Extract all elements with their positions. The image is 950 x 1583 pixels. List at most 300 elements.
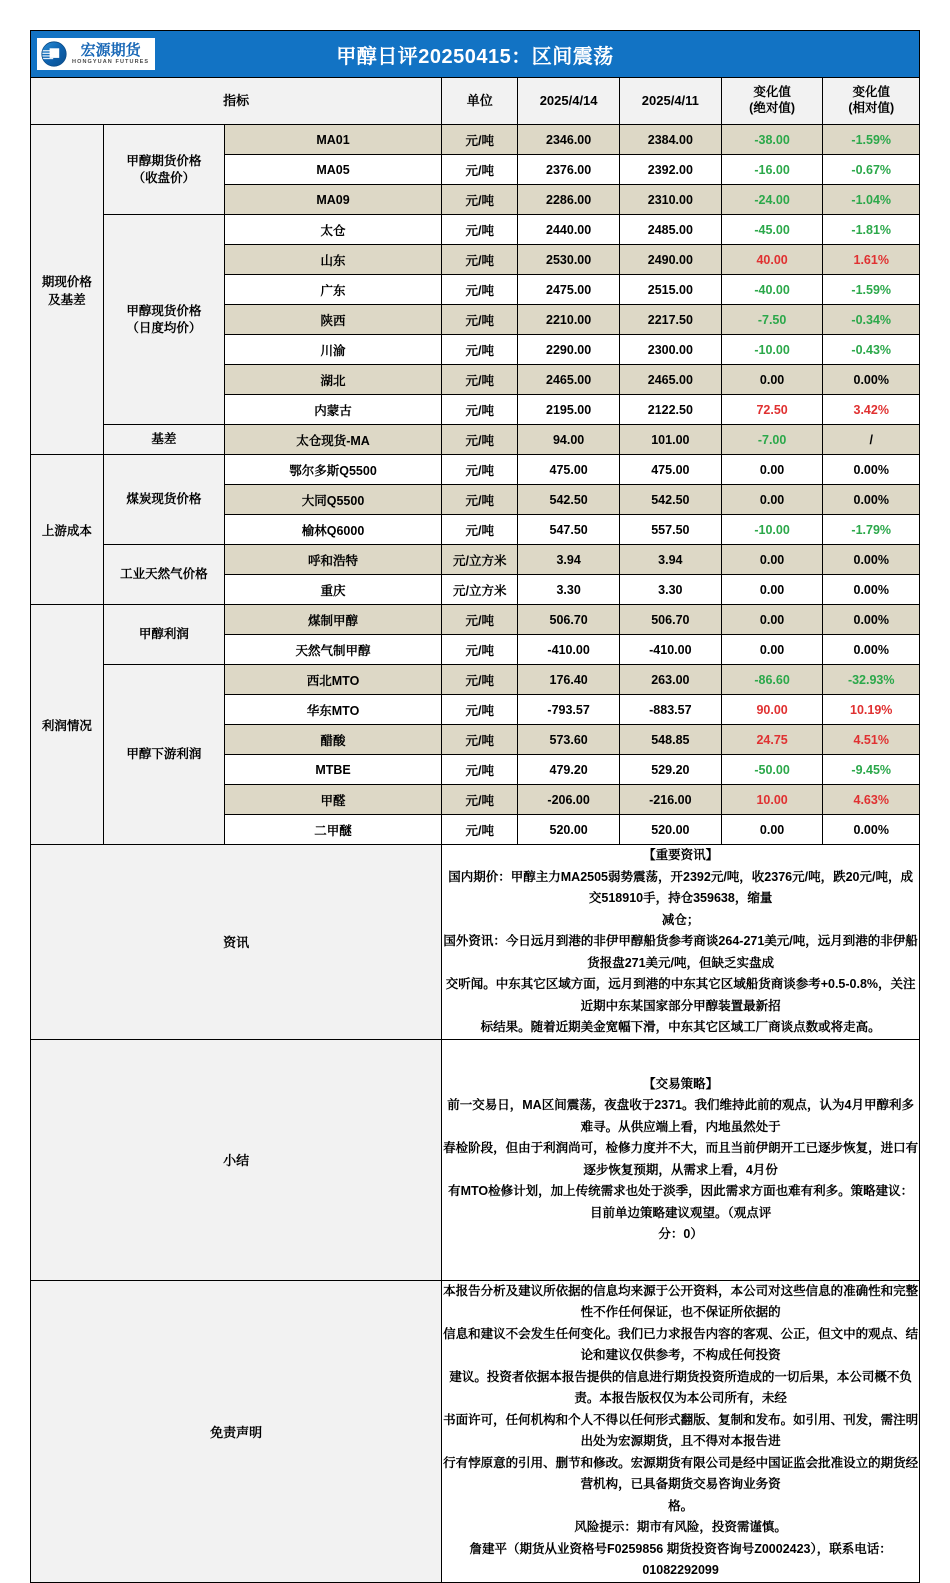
value-current-cell: [518, 215, 620, 245]
text-line-1: 前一交易日，MA区间震荡，夜盘收于2371。我们维持此前的观点，认为4月甲醇利多难寻。从供应端上看，内地虽然处于: [447, 1098, 914, 1134]
value-current-cell: [518, 305, 620, 335]
change-relative-cell: [823, 395, 920, 425]
table-row: [31, 605, 920, 635]
group-label-0-1: 甲醇现货价格 （日度均价）: [103, 215, 224, 425]
change-relative-cell-text: 0.00%: [853, 822, 889, 837]
value-current-cell: [518, 275, 620, 305]
indicator-cell: [224, 695, 441, 725]
value-current-cell: [518, 515, 620, 545]
change-relative-cell-text: 4.63%: [853, 792, 889, 807]
value-previous-cell: [619, 725, 721, 755]
unit-cell-text: 元/吨: [465, 493, 494, 508]
indicator-cell-text: MA01: [316, 132, 350, 147]
unit-cell: [442, 185, 518, 215]
indicator-cell-text: MA09: [316, 192, 350, 207]
news-row: [31, 845, 920, 1040]
indicator-cell: [224, 275, 441, 305]
unit-cell-text: 元/吨: [465, 283, 494, 298]
unit-cell: [442, 335, 518, 365]
text-line-3: 书面许可，任何机构和个人不得以任何形式翻版、复制和发布。如引用、刊发，需注明出处为宏源期货，且不得对本报告进: [443, 1412, 919, 1448]
value-current-cell: [518, 635, 620, 665]
value-previous-cell: [619, 575, 721, 605]
unit-cell: [442, 755, 518, 785]
value-current-cell-text: 2286.00: [546, 192, 592, 207]
change-relative-cell-text: 0.00%: [853, 582, 889, 597]
unit-cell-text: 元/吨: [465, 193, 494, 208]
text-line-0: 本报告分析及建议所依据的信息均来源于公开资料，本公司对这些信息的准确性和完整性不作任何保证，也不保证所依据的: [443, 1283, 919, 1319]
value-current-cell-text: 542.50: [549, 492, 588, 507]
table-row: [31, 545, 920, 575]
unit-cell-text: 元/吨: [465, 433, 494, 448]
value-current-cell-text: 2195.00: [546, 402, 592, 417]
section-label-1: 上游成本: [31, 455, 104, 605]
disclaimer-label: 免责声明: [31, 1280, 442, 1582]
change-relative-cell: [823, 455, 920, 485]
text-line-0: 【重要资讯】: [643, 848, 719, 862]
unit-cell-text: 元/吨: [465, 523, 494, 538]
change-relative-cell: [823, 695, 920, 725]
text-line-6: 风险提示：期市有风险，投资需谨慎。: [574, 1520, 787, 1534]
unit-cell: [442, 665, 518, 695]
unit-cell: [442, 215, 518, 245]
value-previous-cell: [619, 635, 721, 665]
change-absolute-cell: [721, 155, 823, 185]
change-relative-cell-text: -1.81%: [851, 222, 892, 237]
brand-name-en: HONGYUAN FUTURES: [72, 58, 150, 65]
value-current-cell-text: 2290.00: [546, 342, 592, 357]
col-header-indicator: 指标: [31, 78, 442, 125]
value-previous-cell-text: 475.00: [651, 462, 690, 477]
change-absolute-cell-text: -40.00: [754, 282, 790, 297]
indicator-cell: [224, 305, 441, 335]
indicator-cell-text: 山东: [320, 253, 346, 268]
unit-cell: [442, 425, 518, 455]
change-absolute-cell-text: -16.00: [754, 162, 790, 177]
text-line-1: 国内期价：甲醇主力MA2505弱势震荡，开2392元/吨，收2376元/吨，跌20元/吨，成交518910手，持仓359638，缩量: [448, 869, 913, 905]
change-relative-cell-text: -1.79%: [851, 522, 892, 537]
change-relative-cell-text: -32.93%: [847, 672, 895, 687]
value-previous-cell: [619, 605, 721, 635]
value-previous-cell: [619, 455, 721, 485]
change-absolute-cell: [721, 815, 823, 845]
text-line-2: 建议。投资者依据本报告提供的信息进行期货投资所造成的一切后果，本公司概不负责。本报告版权仅为本公司所有，未经: [449, 1369, 912, 1405]
change-relative-cell: [823, 335, 920, 365]
value-current-cell-text: 2475.00: [546, 282, 592, 297]
text-line-3: 有MTO检修计划，加上传统需求也处于淡季，因此需求方面也难有利多。策略建议：目前单边策略建议观望。（观点评: [448, 1184, 914, 1220]
indicator-cell-text: 广东: [320, 283, 346, 298]
col-header-date-current: 2025/4/14: [518, 78, 620, 125]
change-relative-cell: [823, 785, 920, 815]
indicator-cell-text: 华东MTO: [306, 703, 360, 718]
value-current-cell: [518, 665, 620, 695]
value-current-cell-text: 2465.00: [546, 372, 592, 387]
unit-cell-text: 元/吨: [465, 163, 494, 178]
unit-cell: [442, 395, 518, 425]
value-current-cell: [518, 365, 620, 395]
hongyuan-circle-logo-icon: [41, 41, 67, 67]
indicator-cell-text: MA05: [316, 162, 350, 177]
indicator-cell-text: 煤制甲醇: [308, 613, 359, 628]
change-absolute-cell: [721, 485, 823, 515]
indicator-cell-text: 榆林Q6000: [301, 523, 365, 538]
table-row: [31, 455, 920, 485]
indicator-cell: [224, 125, 441, 155]
value-previous-cell-text: -883.57: [649, 702, 692, 717]
change-relative-cell: [823, 305, 920, 335]
summary-row: [31, 1039, 920, 1280]
unit-cell-text: 元/吨: [465, 793, 494, 808]
value-current-cell-text: 547.50: [549, 522, 588, 537]
indicator-cell: [224, 635, 441, 665]
unit-cell-text: 元/吨: [465, 733, 494, 748]
unit-cell: [442, 725, 518, 755]
indicator-cell: [224, 515, 441, 545]
value-previous-cell-text: 2310.00: [647, 192, 693, 207]
value-current-cell: [518, 395, 620, 425]
change-relative-cell: [823, 755, 920, 785]
unit-cell-text: 元/吨: [465, 463, 494, 478]
value-previous-cell: [619, 815, 721, 845]
indicator-cell-text: 二甲醚: [314, 823, 352, 838]
change-absolute-cell: [721, 635, 823, 665]
unit-cell-text: 元/吨: [465, 223, 494, 238]
unit-cell: [442, 365, 518, 395]
value-previous-cell: [619, 755, 721, 785]
change-absolute-cell: [721, 695, 823, 725]
change-absolute-cell: [721, 125, 823, 155]
change-relative-cell: [823, 245, 920, 275]
change-absolute-cell: [721, 365, 823, 395]
page-title: 甲醇日评20250415：区间震荡: [336, 45, 614, 68]
value-current-cell-text: 2376.00: [546, 162, 592, 177]
value-previous-cell: [619, 695, 721, 725]
text-line-4: 交听闻。中东其它区域方面，远月到港的中东其它区域船货商谈参考+0.5-0.8%，关注近期中东某国家部分甲醇装置最新招: [445, 977, 916, 1013]
text-line-7: 詹建平（期货从业资格号F0259856 期货投资咨询号Z0002423），联系电话：01082292099: [469, 1541, 892, 1577]
value-current-cell: [518, 605, 620, 635]
brand-logo: [37, 38, 155, 70]
change-absolute-cell: [721, 515, 823, 545]
value-previous-cell: [619, 155, 721, 185]
indicator-cell-text: 鄂尔多斯Q5500: [289, 463, 377, 478]
value-previous-cell: [619, 665, 721, 695]
unit-cell-text: 元/吨: [465, 403, 494, 418]
value-previous-cell-text: 520.00: [651, 822, 690, 837]
value-previous-cell-text: 263.00: [651, 672, 690, 687]
indicator-cell-text: 湖北: [320, 373, 346, 388]
value-previous-cell-text: 542.50: [651, 492, 690, 507]
value-previous-cell-text: 3.94: [658, 552, 683, 567]
change-absolute-cell-text: 40.00: [756, 252, 788, 267]
col-header-date-previous: 2025/4/11: [619, 78, 721, 125]
unit-cell: [442, 785, 518, 815]
change-relative-cell: [823, 125, 920, 155]
section-label-2: 利润情况: [31, 605, 104, 845]
change-absolute-cell-text: -86.60: [754, 672, 790, 687]
change-absolute-cell: [721, 275, 823, 305]
value-current-cell: [518, 185, 620, 215]
value-current-cell: [518, 725, 620, 755]
value-current-cell: [518, 785, 620, 815]
value-current-cell-text: 475.00: [549, 462, 588, 477]
change-relative-cell-text: 0.00%: [853, 552, 889, 567]
change-relative-cell: [823, 155, 920, 185]
change-absolute-cell: [721, 725, 823, 755]
value-previous-cell-text: 2217.50: [647, 312, 693, 327]
change-relative-cell-text: 10.19%: [850, 702, 893, 717]
change-absolute-cell: [721, 305, 823, 335]
change-absolute-cell: [721, 185, 823, 215]
indicator-cell-text: 甲醛: [320, 793, 346, 808]
summary-label: 小结: [31, 1039, 442, 1280]
change-relative-cell: [823, 815, 920, 845]
col-header-unit: 单位: [442, 78, 518, 125]
value-current-cell-text: 2346.00: [546, 132, 592, 147]
value-current-cell: [518, 335, 620, 365]
change-absolute-cell: [721, 785, 823, 815]
text-line-1: 信息和建议不会发生任何变化。我们已力求报告内容的客观、公正，但文中的观点、结论和建议仅供参考，不构成任何投资: [443, 1326, 919, 1362]
text-line-0: 【交易策略】: [643, 1076, 719, 1091]
value-previous-cell: [619, 785, 721, 815]
indicator-cell-text: 呼和浩特: [308, 553, 359, 568]
value-current-cell: [518, 425, 620, 455]
indicator-cell: [224, 485, 441, 515]
text-line-4: 行有悖原意的引用、删节和修改。宏源期货有限公司是经中国证监会批准设立的期货经营机构，已具备期货交易咨询业务资: [443, 1455, 919, 1491]
value-current-cell-text: 2210.00: [546, 312, 592, 327]
value-current-cell: [518, 125, 620, 155]
change-relative-cell: [823, 545, 920, 575]
text-line-5: 标结果。随着近期美金宽幅下滑，中东其它区域工厂商谈点数或将走高。: [480, 1020, 881, 1034]
change-absolute-cell-text: -7.50: [757, 312, 787, 327]
unit-cell: [442, 455, 518, 485]
unit-cell-text: 元/吨: [465, 823, 494, 838]
section-label-0: 期现价格 及基差: [31, 125, 104, 455]
change-relative-cell: [823, 215, 920, 245]
value-current-cell-text: -410.00: [547, 642, 590, 657]
change-relative-cell: [823, 425, 920, 455]
unit-cell: [442, 155, 518, 185]
group-label-0-2: 基差: [103, 425, 224, 455]
value-current-cell-text: -793.57: [547, 702, 590, 717]
value-previous-cell-text: 2384.00: [647, 132, 693, 147]
unit-cell: [442, 575, 518, 605]
change-relative-cell: [823, 575, 920, 605]
column-header-row: [31, 78, 920, 125]
change-absolute-cell-text: -45.00: [754, 222, 790, 237]
indicator-cell-text: 西北MTO: [306, 673, 360, 688]
table-body: [31, 125, 920, 845]
col-header-change-relative: [823, 78, 920, 125]
indicator-cell-text: 太仓: [320, 223, 346, 238]
indicator-cell-text: 天然气制甲醇: [295, 643, 371, 658]
unit-cell: [442, 605, 518, 635]
change-absolute-cell-text: -10.00: [754, 342, 790, 357]
change-absolute-cell-text: 0.00: [759, 582, 785, 597]
value-previous-cell-text: 2122.50: [647, 402, 693, 417]
disclaimer-row: [31, 1280, 920, 1582]
value-current-cell-text: 2530.00: [546, 252, 592, 267]
indicator-cell-text: 重庆: [320, 583, 346, 598]
unit-cell-text: 元/吨: [465, 133, 494, 148]
change-relative-cell-text: 0.00%: [853, 612, 889, 627]
change-relative-cell-text: 4.51%: [853, 732, 889, 747]
value-previous-cell: [619, 365, 721, 395]
brand-name-cn: 宏源期货: [80, 41, 141, 59]
value-current-cell-text: 3.30: [556, 582, 581, 597]
change-absolute-cell-text: 0.00: [759, 612, 785, 627]
indicator-cell: [224, 815, 441, 845]
value-previous-cell: [619, 215, 721, 245]
change-relative-cell-text: -1.59%: [851, 282, 892, 297]
table-row: [31, 215, 920, 245]
change-relative-cell-text: -1.04%: [851, 192, 892, 207]
change-absolute-cell-text: -7.00: [757, 432, 787, 447]
indicator-cell-text: 川渝: [320, 343, 346, 358]
value-previous-cell: [619, 545, 721, 575]
unit-cell: [442, 485, 518, 515]
unit-cell: [442, 305, 518, 335]
value-previous-cell: [619, 275, 721, 305]
value-current-cell-text: 506.70: [549, 612, 588, 627]
change-relative-cell-text: 0.00%: [853, 642, 889, 657]
indicator-cell: [224, 335, 441, 365]
change-absolute-cell-text: 0.00: [759, 822, 785, 837]
text-line-5: 格。: [668, 1498, 694, 1513]
table-row: [31, 665, 920, 695]
unit-cell-text: 元/吨: [465, 643, 494, 658]
change-absolute-cell-text: 0.00: [759, 492, 785, 507]
value-previous-cell: [619, 395, 721, 425]
value-previous-cell: [619, 485, 721, 515]
group-label-1-1: 工业天然气价格: [103, 545, 224, 605]
group-label-0-0: 甲醇期货价格 （收盘价）: [103, 125, 224, 215]
change-relative-cell-text: 0.00%: [853, 372, 889, 387]
value-previous-cell: [619, 305, 721, 335]
methanol-daily-report-table: [30, 30, 920, 1583]
value-current-cell: [518, 245, 620, 275]
change-absolute-cell: [721, 455, 823, 485]
value-current-cell-text: 520.00: [549, 822, 588, 837]
change-absolute-cell-text: -50.00: [754, 762, 790, 777]
value-previous-cell: [619, 185, 721, 215]
change-relative-cell: [823, 485, 920, 515]
value-current-cell: [518, 755, 620, 785]
value-previous-cell-text: 548.85: [651, 732, 690, 747]
unit-cell-text: 元/吨: [465, 313, 494, 328]
table-row: [31, 125, 920, 155]
indicator-cell: [224, 785, 441, 815]
change-relative-cell: [823, 515, 920, 545]
value-previous-cell-text: 2300.00: [647, 342, 693, 357]
change-relative-cell: [823, 185, 920, 215]
change-relative-cell-text: 0.00%: [853, 492, 889, 507]
value-current-cell: [518, 815, 620, 845]
change-absolute-cell-text: 10.00: [756, 792, 788, 807]
unit-cell-text: 元/吨: [465, 613, 494, 628]
summary-body: [442, 1039, 920, 1280]
indicator-cell-text: MTBE: [315, 762, 351, 777]
value-current-cell: [518, 575, 620, 605]
change-absolute-cell: [721, 575, 823, 605]
text-line-2: 减仓；: [661, 912, 700, 927]
value-previous-cell: [619, 125, 721, 155]
unit-cell-text: 元/吨: [465, 673, 494, 688]
value-previous-cell-text: -410.00: [649, 642, 692, 657]
change-relative-cell-text: -0.67%: [851, 162, 892, 177]
change-relative-cell: [823, 665, 920, 695]
value-previous-cell-text: 506.70: [651, 612, 690, 627]
value-previous-cell: [619, 515, 721, 545]
text-line-2: 春检阶段，但由于利润尚可，检修力度并不大，而且当前伊朗开工已逐步恢复，进口有逐步恢复预期，从需求上看，4月份: [443, 1141, 919, 1177]
indicator-cell: [224, 605, 441, 635]
indicator-cell-text: 大同Q5500: [301, 493, 365, 508]
change-absolute-cell: [721, 245, 823, 275]
value-current-cell-text: 479.20: [549, 762, 588, 777]
value-current-cell-text: 2440.00: [546, 222, 592, 237]
col-header-change-absolute: [721, 78, 823, 125]
change-absolute-cell-text: 0.00: [759, 642, 785, 657]
unit-cell: [442, 545, 518, 575]
unit-cell-text: 元/吨: [465, 253, 494, 268]
change-relative-cell-text: -1.59%: [851, 132, 892, 147]
change-abs-line2: (绝对值): [749, 101, 795, 115]
indicator-cell: [224, 245, 441, 275]
unit-cell: [442, 815, 518, 845]
change-relative-cell-text: -0.34%: [851, 312, 892, 327]
indicator-cell: [224, 425, 441, 455]
title-row: [31, 31, 920, 78]
value-previous-cell: [619, 245, 721, 275]
value-previous-cell-text: 2392.00: [647, 162, 693, 177]
value-current-cell: [518, 485, 620, 515]
change-relative-cell: [823, 365, 920, 395]
change-absolute-cell-text: 72.50: [756, 402, 788, 417]
value-previous-cell: [619, 425, 721, 455]
indicator-cell-text: 陕西: [320, 313, 346, 328]
unit-cell-text: 元/吨: [465, 763, 494, 778]
change-absolute-cell-text: 0.00: [759, 552, 785, 567]
text-line-4: 分：0）: [658, 1227, 703, 1241]
change-absolute-cell: [721, 605, 823, 635]
indicator-cell-text: 太仓现货-MA: [296, 433, 370, 448]
change-relative-cell-text: 0.00%: [853, 462, 889, 477]
change-absolute-cell-text: -10.00: [754, 522, 790, 537]
value-previous-cell: [619, 335, 721, 365]
change-absolute-cell: [721, 335, 823, 365]
value-previous-cell-text: 3.30: [658, 582, 683, 597]
indicator-cell: [224, 575, 441, 605]
disclaimer-body: [442, 1280, 920, 1582]
value-current-cell-text: 176.40: [549, 672, 588, 687]
value-previous-cell-text: 2485.00: [647, 222, 693, 237]
indicator-cell: [224, 755, 441, 785]
value-current-cell-text: 94.00: [552, 432, 585, 447]
indicator-cell: [224, 725, 441, 755]
change-relative-cell-text: 3.42%: [853, 402, 889, 417]
indicator-cell-text: 醋酸: [320, 733, 346, 748]
value-previous-cell-text: 529.20: [651, 762, 690, 777]
indicator-cell: [224, 185, 441, 215]
change-absolute-cell-text: 24.75: [756, 732, 788, 747]
change-absolute-cell: [721, 395, 823, 425]
value-previous-cell-text: -216.00: [649, 792, 692, 807]
indicator-cell-text: 内蒙古: [314, 403, 352, 418]
change-absolute-cell-text: 0.00: [759, 462, 785, 477]
change-absolute-cell-text: 0.00: [759, 372, 785, 387]
change-abs-line1: 变化值: [753, 85, 791, 100]
value-previous-cell-text: 2465.00: [647, 372, 693, 387]
unit-cell-text: 元/吨: [465, 343, 494, 358]
value-current-cell-text: -206.00: [547, 792, 590, 807]
